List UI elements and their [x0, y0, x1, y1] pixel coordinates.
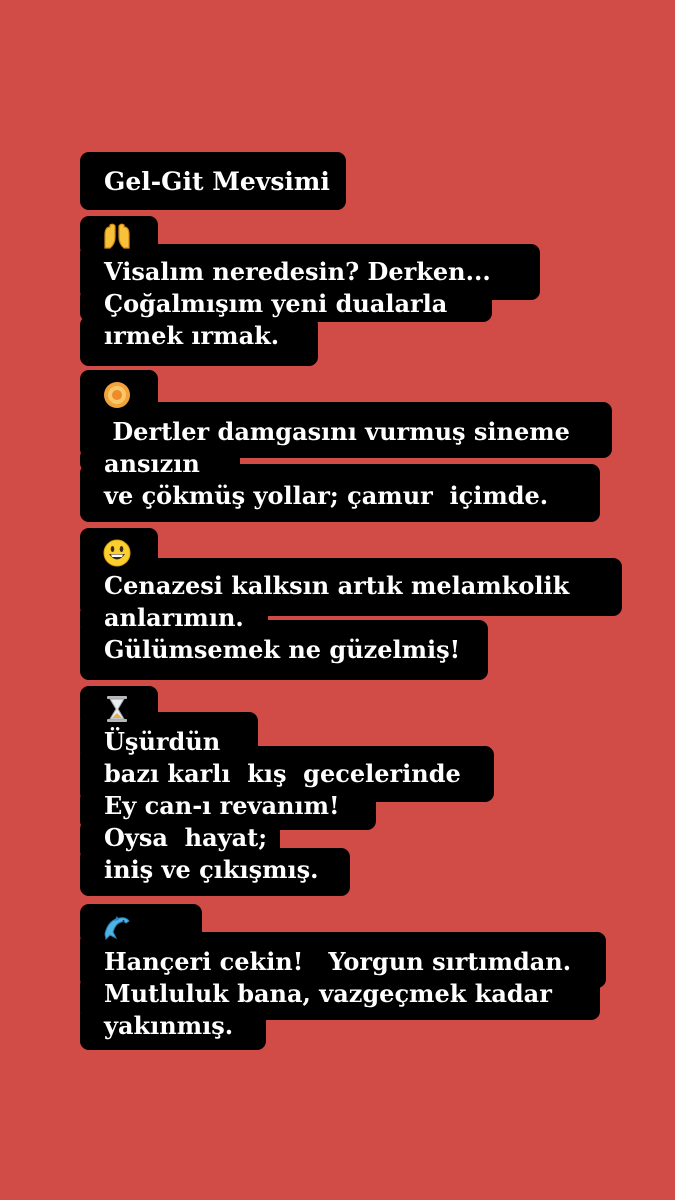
stanza-4-line-2: bazı karlı kış gecelerinde	[104, 759, 461, 788]
stanza-3-line-3: Gülümsemek ne güzelmiş!	[104, 635, 461, 664]
sun-icon	[102, 380, 132, 410]
hourglass-icon	[102, 694, 132, 724]
stanza-4-line-1: Üşürdün	[104, 727, 221, 756]
smiley-face-icon	[102, 538, 132, 568]
stanza-5-line-3: yakınmış.	[104, 1011, 234, 1040]
stanza-2-line-3: ve çökmüş yollar; çamur içimde.	[104, 481, 549, 510]
poem-title: Gel-Git Mevsimi	[104, 167, 330, 196]
stanza-1-line-2: Çoğalmışım yeni dualarla	[104, 289, 448, 318]
stanza-1-line-1: Visalım neredesin? Derken...	[104, 257, 491, 286]
stanza-5-line-1: Hançeri cekin! Yorgun sırtımdan.	[104, 947, 572, 976]
stanza-5-line-2: Mutluluk bana, vazgeçmek kadar	[104, 979, 552, 1008]
stanza-3-line-2: anlarımın.	[104, 603, 244, 632]
stanza-1-line-3: ırmek ırmak.	[104, 321, 280, 350]
raising-hands-icon	[102, 222, 132, 252]
dolphin-icon	[102, 912, 132, 942]
stanza-4-line-5: iniş ve çıkışmış.	[104, 855, 319, 884]
stanza-4-line-3: Ey can-ı revanım!	[104, 791, 340, 820]
stanza-4-line-4: Oysa hayat;	[104, 823, 268, 852]
stanza-2-line-2: ansızın	[104, 449, 200, 478]
stanza-2-line-1: Dertler damgasını vurmuş sineme	[104, 417, 570, 446]
stanza-3-line-1: Cenazesi kalksın artık melamkolik	[104, 571, 570, 600]
